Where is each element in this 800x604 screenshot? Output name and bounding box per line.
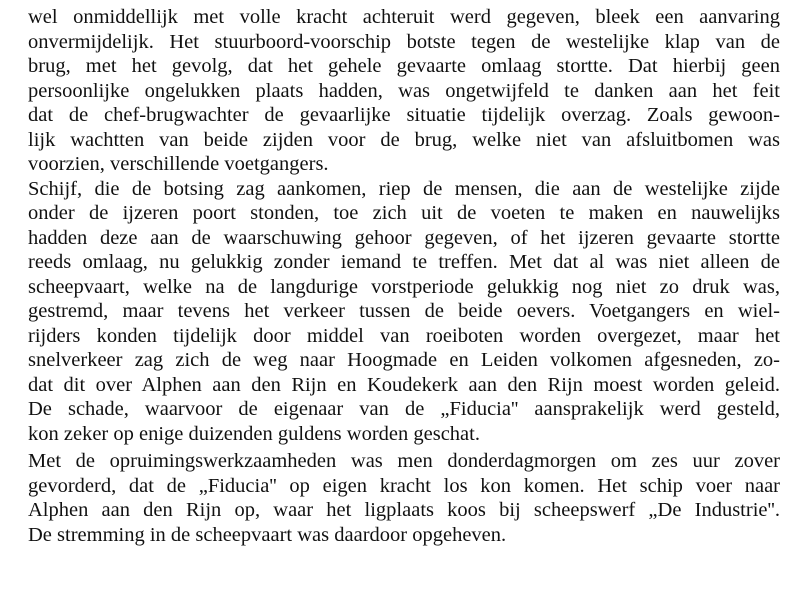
text-line: lijk wachtten van beide zijden voor de brug, welke niet van afsluitbomen was [28,128,780,151]
text-line: gevorderd, dat de „Fiducia'' op eigen kracht los kon komen. Het schip voer naar [28,474,780,497]
text-line: De stremming in de scheepvaart was daardoor opgeheven. [28,523,507,546]
paragraph-2 [28,177,780,447]
text-line: dat dit over Alphen aan den Rijn en Koudekerk aan den Rijn moest worden geleid. [28,373,780,396]
text-line: persoonlijke ongelukken plaats hadden, was ongetwijfeld te danken aan het feit [28,79,780,102]
text-line: wel onmiddellijk met volle kracht achteruit werd gegeven, bleek een aanvaring [28,6,780,28]
text-line: Met de opruimingswerkzaamheden was men donderdagmorgen om zes uur zover [28,450,780,472]
text-line: reeds omlaag, nu gelukkig zonder iemand te treffen. Met dat al was niet alleen de [28,251,780,273]
text-line: gestremd, maar tevens het verkeer tussen de beide oevers. Voetgangers en wiel- [28,300,780,322]
text-line: hadden deze aan de waarschuwing gehoor gegeven, of het ijzeren gevaarte stortte [28,226,780,249]
text-line: dat de chef-brugwachter de gevaarlijke situatie tijdelijk overzag. Zoals gewoon- [28,104,780,126]
document-page [28,5,780,547]
text-line: brug, met het gevolg, dat het gehele gevaarte omlaag stortte. Dat hierbij geen [28,55,780,77]
text-line: kon zeker op enige duizenden guldens worden geschat. [28,422,480,445]
text-line: scheepvaart, welke na de langdurige vorstperiode gelukkig nog niet zo druk was, [28,275,780,298]
text-line: De schade, waarvoor de eigenaar van de „Fiducia'' aansprakelijk werd gesteld, [28,398,780,420]
text-line: onvermijdelijk. Het stuurboord-voorschip botste tegen de westelijke klap van de [28,30,780,53]
text-line: rijders konden tijdelijk door middel van roeiboten worden overgezet, maar het [28,324,780,347]
text-line: Schijf, die de botsing zag aankomen, riep de mensen, die aan de westelijke zijde [28,177,780,200]
text-line: voorzien, verschillende voetgangers. [28,153,329,175]
text-line: snelverkeer zag zich de weg naar Hoogmade en Leiden volkomen afgesneden, zo- [28,349,780,371]
paragraph-3 [28,449,780,547]
text-line: onder de ijzeren poort stonden, toe zich uit de voeten te maken en nauwelijks [28,202,780,224]
paragraph-1 [28,5,780,177]
text-line: Alphen aan den Rijn op, waar het ligplaats koos bij scheepswerf „De Industrie''. [28,499,780,521]
